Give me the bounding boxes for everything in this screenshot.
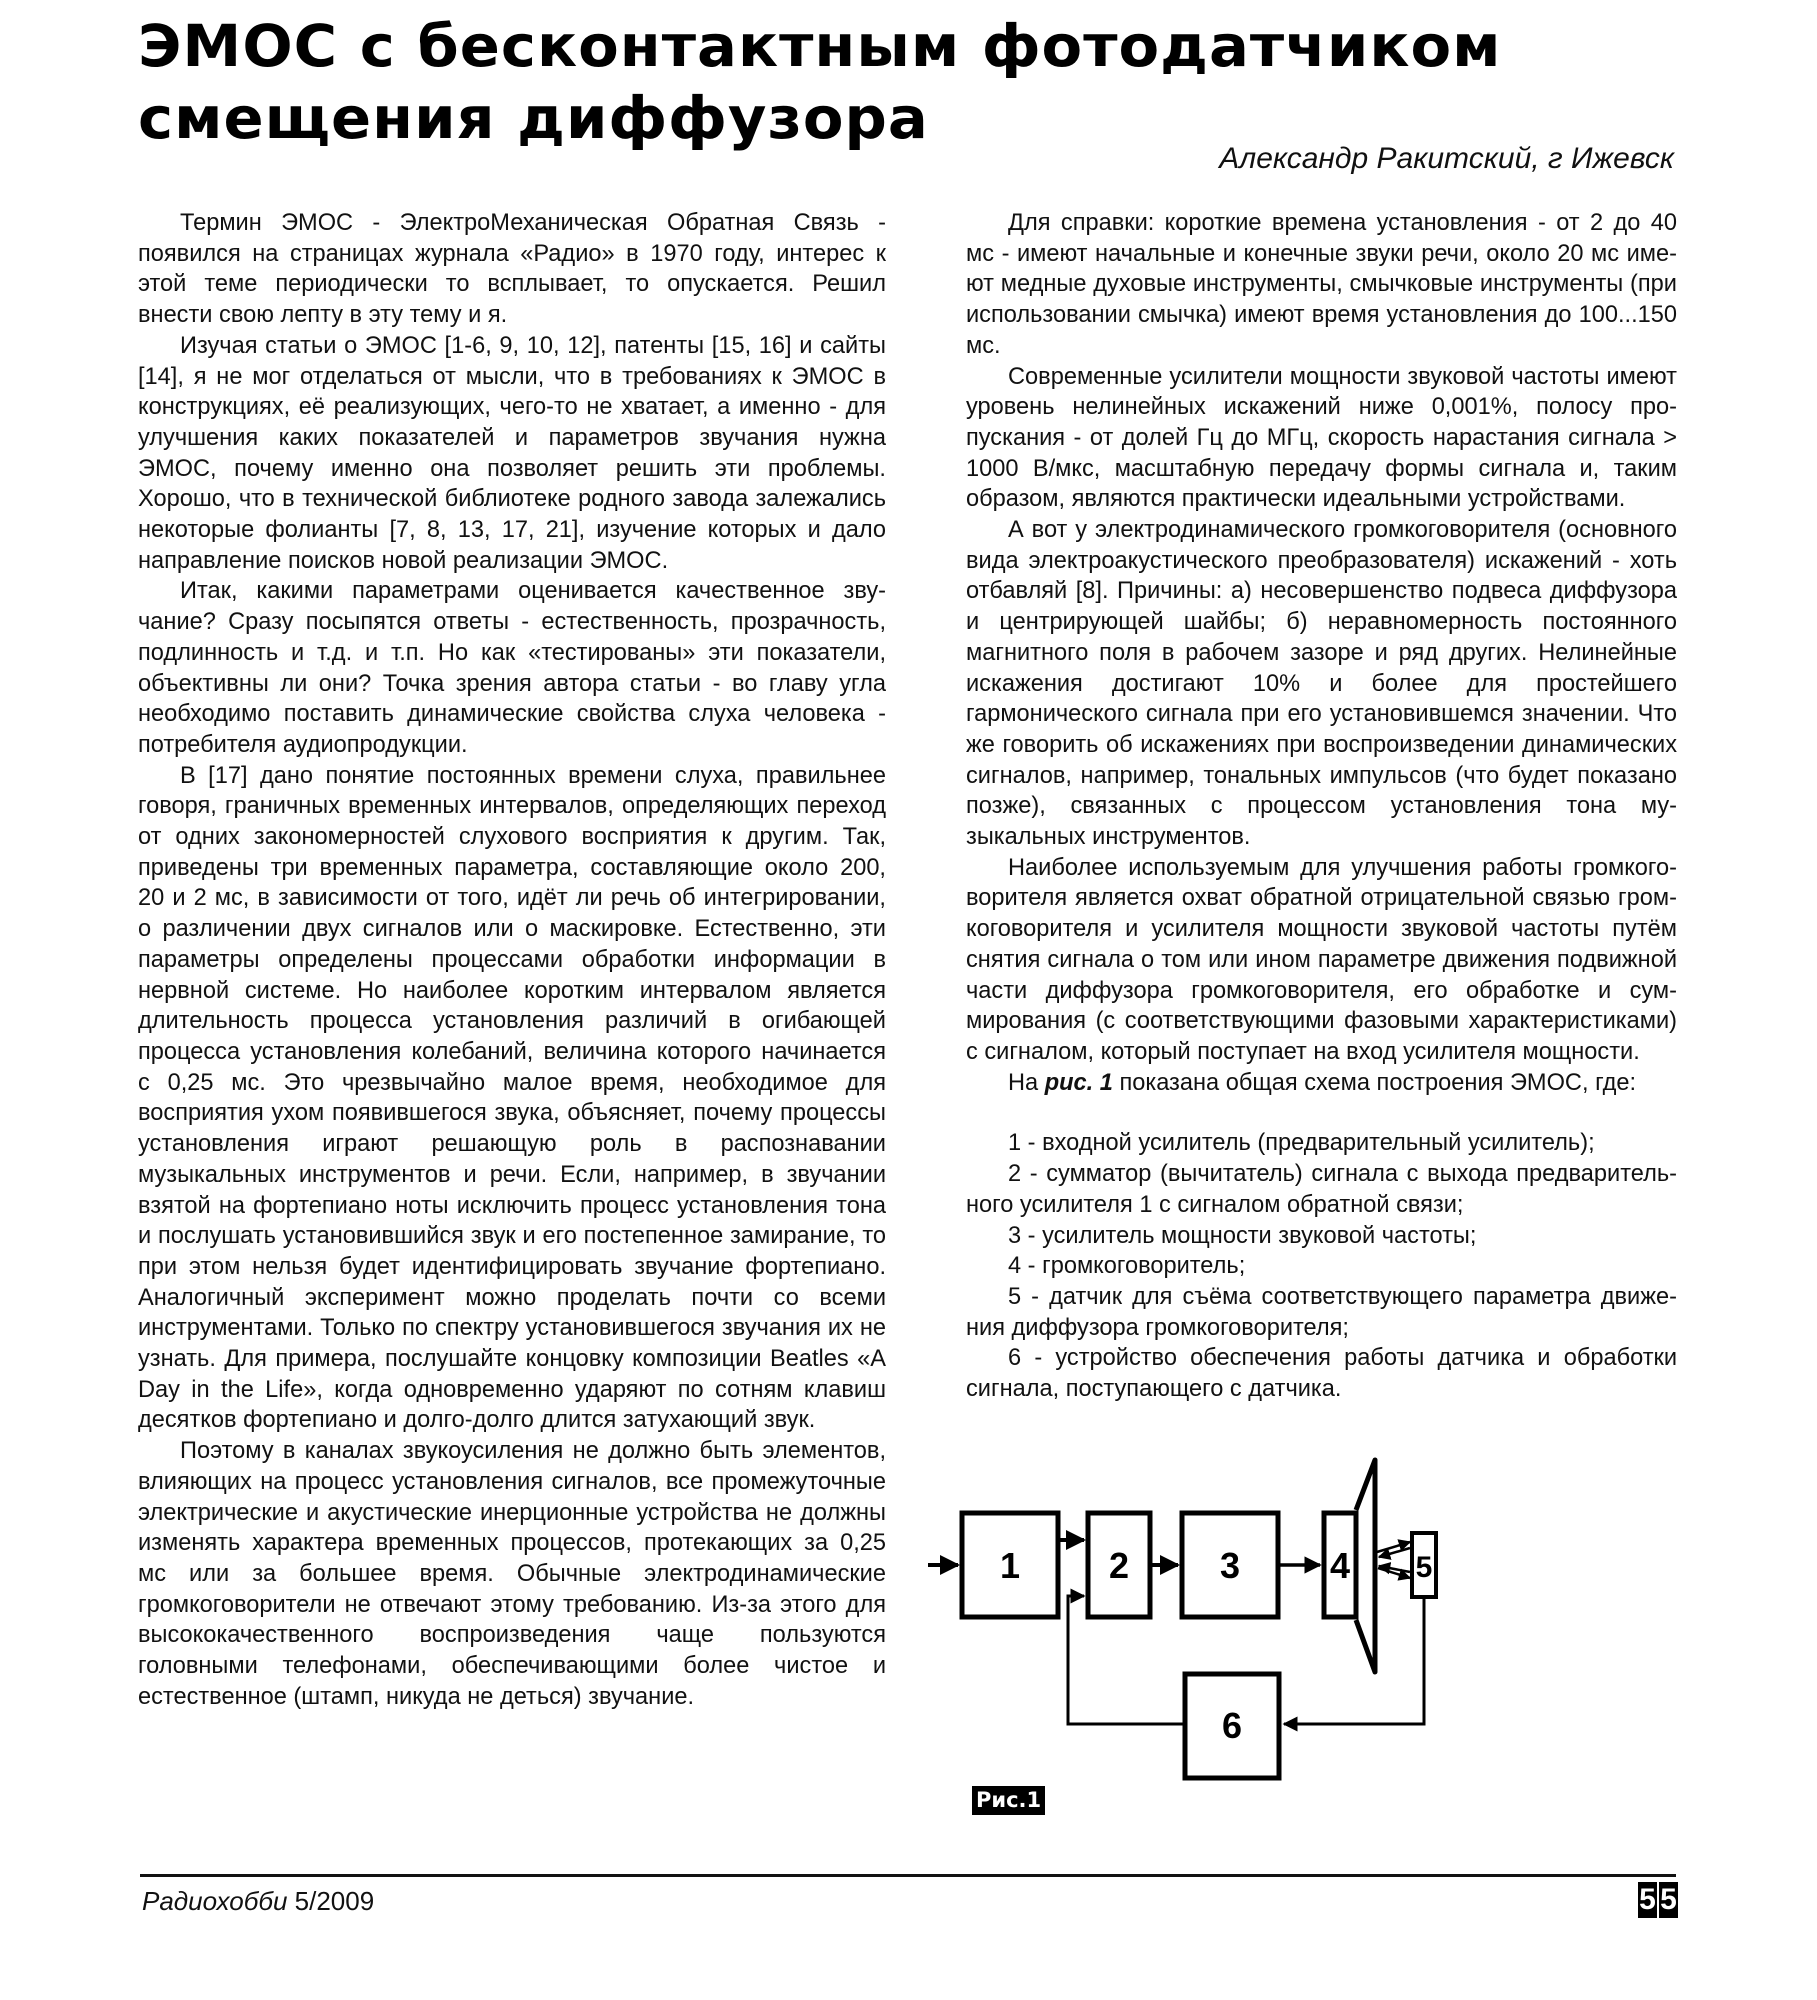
journal-issue: 5/2009 bbox=[287, 1886, 375, 1916]
paragraph: Наиболее используемым для улучшения работы громкоговорителя является охват обратной отрицательной связью громкоговорителя и усилителя мощности звуковой частоты путём снятия сигнала о том или ином параметре движения подвижной части диффузора громкоговорителя, его обработке и суммирования (с соответствующими фазовыми характеристиками) с сигналом, который поступает на вход усилителя мощности. bbox=[966, 854, 1677, 1065]
title-line-2: смещения диффузора bbox=[138, 84, 929, 152]
block-5-label: 5 bbox=[1415, 1551, 1433, 1584]
block-diagram bbox=[920, 1440, 1700, 1840]
footer-journal bbox=[142, 1886, 374, 1917]
page-number-digit: 5 bbox=[1639, 1883, 1656, 1916]
speaker-cone bbox=[1356, 1460, 1375, 1672]
title-line-1: ЭМОС с бесконтактным фотодатчиком bbox=[138, 12, 1502, 80]
figure-intro bbox=[966, 1068, 1677, 1099]
footer-divider bbox=[140, 1874, 1676, 1877]
block-2-label: 2 bbox=[1108, 1545, 1130, 1586]
paragraph: Итак, какими параметрами оценивается качественное звучание? Сразу посыпятся ответы - естественность, прозрачность, подлинность и т.д. и т.п. Но как «тестированы» эти показатели, объективны ли они? Точка зрения автора статьи - во главу угла необходимо поставить динамические свойства слуха человека - потребителя аудиопродукции. bbox=[138, 578, 886, 758]
paragraph: А вот у электродинамического громкоговорителя (основного вида электроакустического преобразователя) искажений - хоть отбавляй [8]. Причины: а) несовершенство подвеса диффузора и центрирующей шайбы; б) неравномерность постоянного магнитного поля в рабочем зазоре и ряд других. Нелинейные искажения достигают 10% и более для простейшего гармонического сигнала при его установившемся значении. Что же говорить об искажениях при воспроизведении динамических сигналов, например, тональных импульсов (что будет показано позже), связанных с процессом установления тона музыкальных инструментов. bbox=[966, 517, 1677, 851]
article-title bbox=[138, 10, 1668, 154]
block-3-label: 3 bbox=[1219, 1545, 1241, 1586]
legend-item: 5 - датчик для съёма соответствующего параметра движения диффузора громкоговорителя; bbox=[966, 1283, 1677, 1341]
right-column bbox=[966, 208, 1677, 1405]
legend-item: 1 - входной усилитель (предварительный усилитель); bbox=[1008, 1130, 1595, 1157]
paragraph: Термин ЭМОС - ЭлектроМеханическая Обратная Связь - появился на страницах журнала «Радио» в 1970 году, интерес к этой теме периодически то всплывает, то опускается. Решил внести свою лепту в эту тему и я. bbox=[138, 210, 886, 329]
page-number bbox=[1638, 1882, 1678, 1918]
paragraph: Для справки: короткие времена установления - от 2 до 40 мс - имеют начальные и конечные звуки речи, около 20 мс имеют медные духовые инструменты, смычковые инструменты (при использовании смычка) имеют время установления до 100...150 мс. bbox=[966, 210, 1677, 359]
paragraph: В [17] дано понятие постоянных времени слуха, правильнее говоря, граничных временных интервалов, определяющих переход от одних закономерностей слухового восприятия к другим. Так, приведены три временных параметра, составляющие около 200, 20 и 2 мс, в зависимости от того, идёт ли речь об интегрировании, о различении двух сигналов или о маскировке. Естественно, эти параметры определены процессами обработки информации в нервной системе. Но наиболее коротким интервалом является длительность процесса установления различий в огибающей процесса установления колебаний, величина которого начинается с 0,25 мс. Это чрезвычайно малое время, необходимое для восприятия ухом появившегося звука, объясняет, почему процессы установления играют решающую роль в распознавании музыкальных инструментов и речи. Если, например, в звучании взятой на фортепиано ноты исключить процесс установления тона и послушать установившийся звук и его постепенное замирание, то при этом нельзя будет идентифицировать звучание фортепиано. Аналогичный эксперимент можно проделать почти со всеми инструментами. Только по спектру установившегося звучания их не узнать. Для примера, послушайте концовку композиции Beatles «A Day in the Life», когда одновременно ударяют по сотням клавиш десятков фортепиано и долго-долго длится затухающий звук. bbox=[138, 762, 886, 1434]
page-number-digit: 5 bbox=[1660, 1883, 1677, 1916]
legend-item: 4 - громкоговоритель; bbox=[1008, 1253, 1246, 1280]
figure-caption: Рис.1 bbox=[972, 1786, 1045, 1815]
figure-intro-suffix: показана общая схема построения ЭМОС, где: bbox=[1112, 1069, 1637, 1096]
legend-item: 2 - сумматор (вычитатель) сигнала с выхода предварительного усилителя 1 с сигналом обратной связи; bbox=[966, 1161, 1677, 1218]
block-6-label: 6 bbox=[1221, 1705, 1243, 1746]
paragraph: Поэтому в каналах звукоусиления не должно быть элементов, влияющих на процесс установления сигналов, все промежуточные электрические и акустические инерционные устройства не должны изменять характера временных процессов, протекающих за 0,25 мс или за большее время. Обычные электродинамические громкоговорители не отвечают этому требованию. Из-за этого для высококачественного воспроизведения чаще пользуются головными телефонами, обеспечивающими более чистое и естественное (штамп, никуда не деться) звучание. bbox=[138, 1438, 886, 1710]
block-1-label: 1 bbox=[999, 1545, 1021, 1586]
block-diagram-svg bbox=[920, 1440, 1700, 1840]
figure-reference: рис. 1 bbox=[1044, 1069, 1113, 1096]
light-beams bbox=[1377, 1542, 1410, 1578]
author-byline: Александр Ракитский, г Ижевск bbox=[1219, 142, 1674, 175]
paragraph: Изучая статьи о ЭМОС [1-6, 9, 10, 12], патенты [15, 16] и сайты [14], я не мог отделаться от мысли, что в требованиях к ЭМОС в конструкциях, её реализующих, чего-то не хватает, а именно - для улучшения каких показателей и параметров звучания нужна ЭМОС, почему именно она позволяет решить эти проблемы. Хорошо, что в технической библиотеке родного завода залежались некоторые фолианты [7, 8, 13, 17, 21], изучение которых и дало направление поисков новой реализации ЭМОС. bbox=[138, 332, 886, 574]
paragraph: Современные усилители мощности звуковой частоты имеют уровень нелинейных искажений ниже 0,001%, полосу пропускания - от долей Гц до МГц, скорость нарастания сигнала > 1000 В/мкс, масштабную передачу формы сигнала и, таким образом, являются практически идеальными устройствами. bbox=[966, 363, 1677, 513]
left-column bbox=[138, 208, 886, 1712]
block-4-label: 4 bbox=[1329, 1545, 1351, 1586]
legend-item: 3 - усилитель мощности звуковой частоты; bbox=[1008, 1222, 1477, 1249]
journal-name: Радиохобби bbox=[142, 1886, 288, 1916]
figure-intro-prefix: На bbox=[1008, 1069, 1045, 1096]
legend-item: 6 - устройство обеспечения работы датчика и обработки сигнала, поступающего с датчика. bbox=[966, 1345, 1677, 1403]
